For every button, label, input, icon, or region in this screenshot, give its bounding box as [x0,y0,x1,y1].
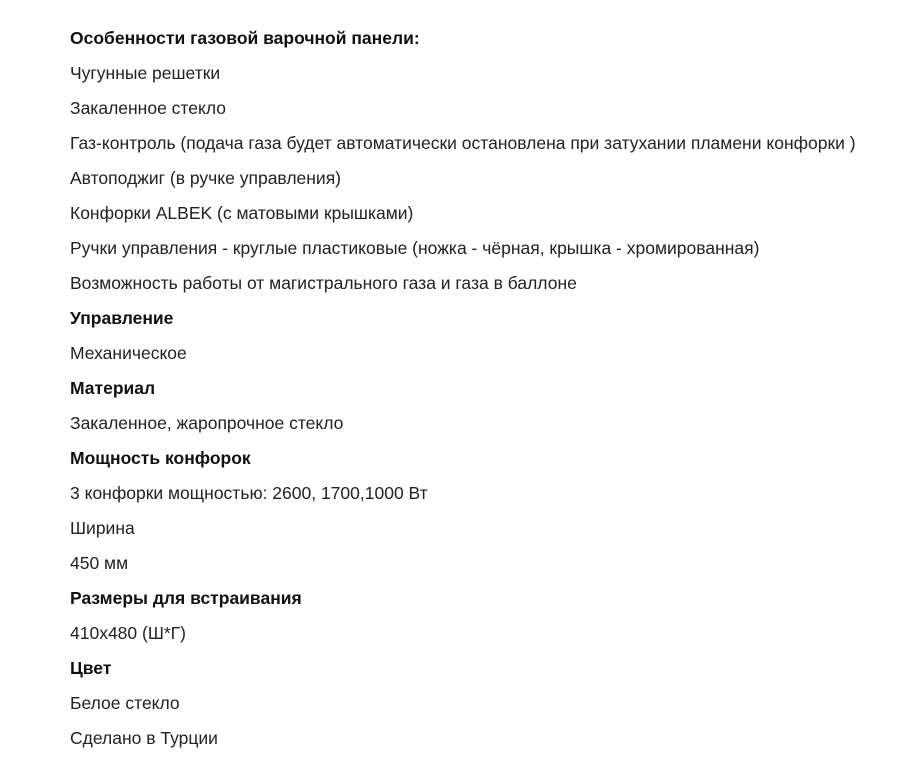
feature-item-burners: Конфорки ALBEK (с матовыми крышками) [70,203,414,223]
cutout-size-heading: Размеры для встраивания [70,588,302,608]
cutout-size-value: 410х480 (Ш*Г) [70,623,186,643]
burner-power-heading: Мощность конфорок [70,448,251,468]
feature-item-cast-iron-grates: Чугунные решетки [70,63,221,83]
feature-item-tempered-glass: Закаленное стекло [70,98,226,118]
color-heading: Цвет [70,658,112,678]
product-spec-list [70,21,898,756]
width-value: 450 мм [70,553,129,573]
control-value: Механическое [70,343,187,363]
feature-item-gas-control: Газ-контроль (подача газа будет автоматически остановлена при затухании пламени конфорки ) [70,133,856,153]
material-heading: Материал [70,378,156,398]
material-value: Закаленное, жаропрочное стекло [70,413,344,433]
control-heading: Управление [70,308,174,328]
color-value: Белое стекло [70,693,180,713]
origin-text: Сделано в Турции [70,728,218,748]
width-label: Ширина [70,518,135,538]
burner-power-value: 3 конфорки мощностью: 2600, 1700,1000 Вт [70,483,428,503]
features-heading: Особенности газовой варочной панели: [70,28,420,48]
feature-item-gas-supply: Возможность работы от магистрального газа и газа в баллоне [70,273,577,293]
feature-item-control-knobs: Ручки управления - круглые пластиковые (ножка - чёрная, крышка - хромированная) [70,238,760,258]
feature-item-auto-ignition: Автоподжиг (в ручке управления) [70,168,342,188]
